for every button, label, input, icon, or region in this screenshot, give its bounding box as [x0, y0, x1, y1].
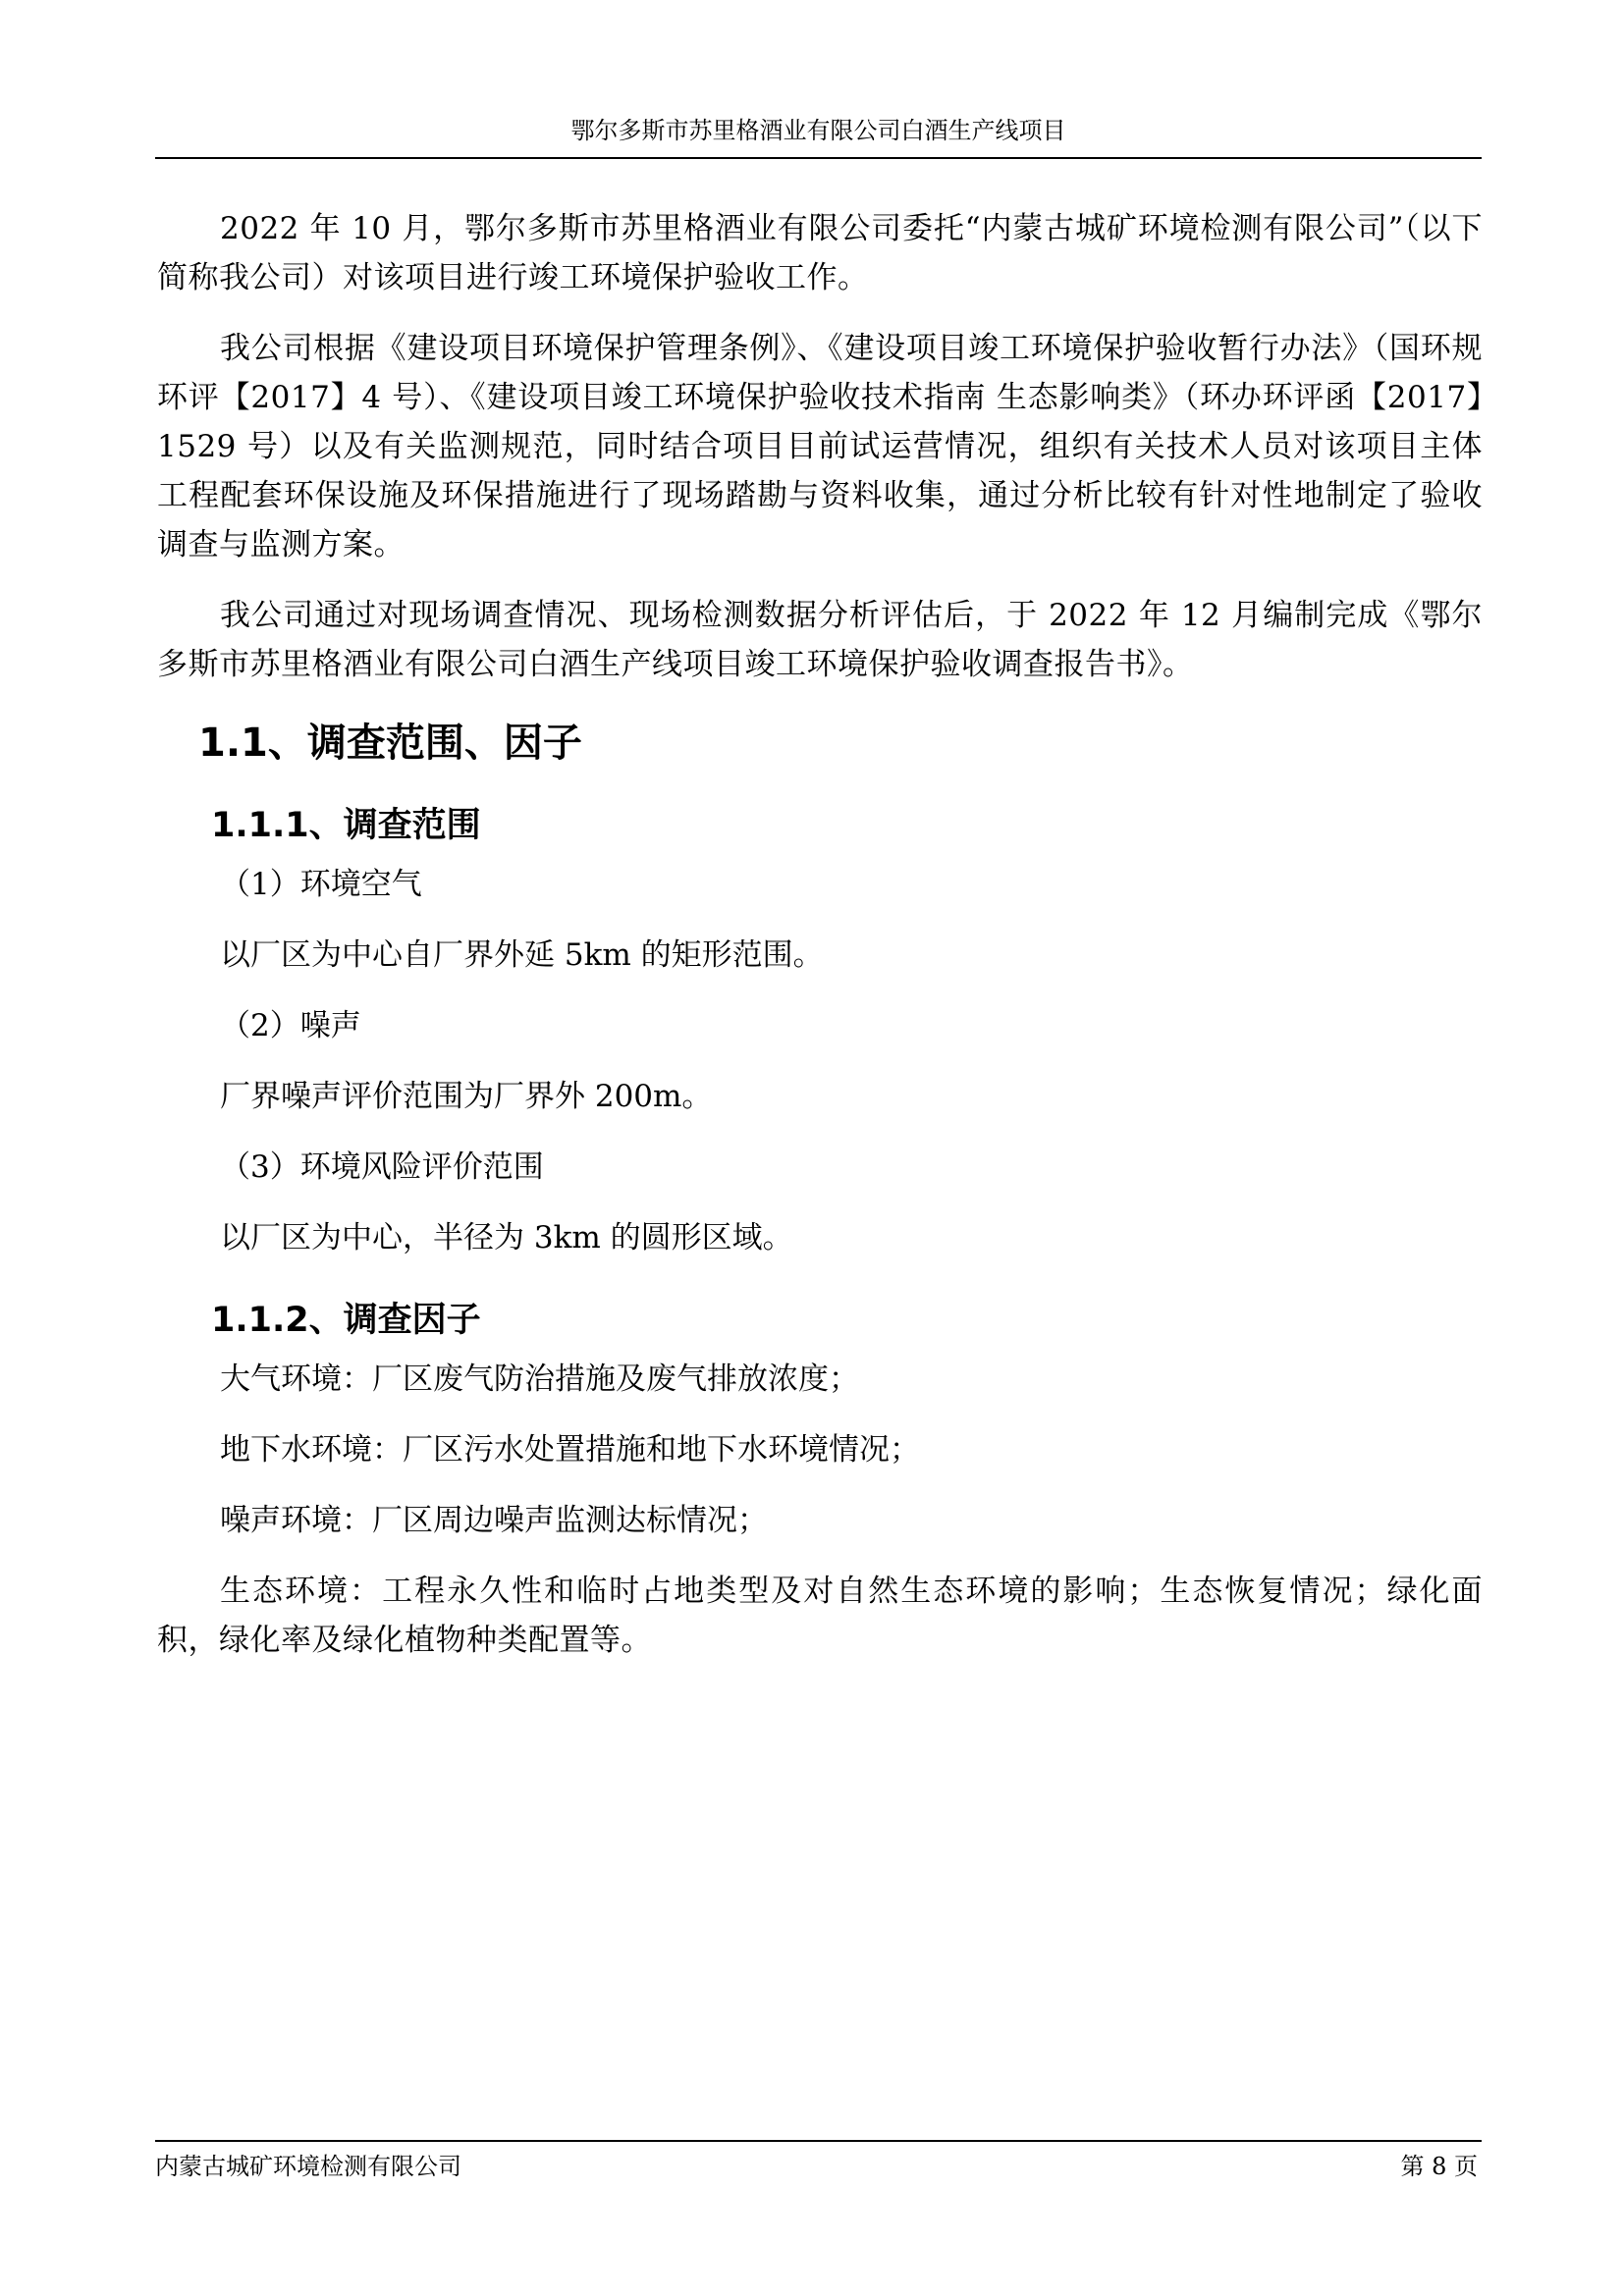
header-title: 鄂尔多斯市苏里格酒业有限公司白酒生产线项目: [570, 117, 1066, 144]
document-body: [157, 204, 1483, 1686]
intro-paragraph-2: 我公司根据《建设项目环境保护管理条例》、《建设项目竣工环境保护验收暂行办法》（国环规环评【2017】4 号）、《建设项目竣工环境保护验收技术指南 生态影响类》（环办环评函【2017】1529 号）以及有关监测规范，同时结合项目目前试运营情况，组织有关技术人员对该项目主体工程配套环保设施及环保措施进行了现场踏勘与资料收集，通过分析比较有针对性地制定了验收调查与监测方案。: [157, 331, 1483, 562]
intro-paragraph-3: 我公司通过对现场调查情况、现场检测数据分析评估后，于 2022 年 12 月编制完成《鄂尔多斯市苏里格酒业有限公司白酒生产线项目竣工环境保护验收调查报告书》。: [157, 598, 1483, 682]
scope-item: （1）环境空气: [220, 867, 422, 902]
section-heading-1-1-1: 1.1.1、调查范围: [211, 806, 481, 845]
scope-item: （3）环境风险评价范围: [220, 1149, 544, 1185]
scope-item: 以厂区为中心，半径为 3km 的圆形区域。: [220, 1220, 793, 1255]
section-heading-1-1: 1.1、调查范围、因子: [198, 721, 582, 766]
factor-item: 大气环境：厂区废气防治措施及废气排放浓度；: [220, 1362, 859, 1397]
factor-item: 噪声环境：厂区周边噪声监测达标情况；: [220, 1503, 768, 1538]
intro-paragraph-1: 2022 年 10 月，鄂尔多斯市苏里格酒业有限公司委托“内蒙古城矿环境检测有限公司”（以下简称我公司）对该项目进行竣工环境保护验收工作。: [157, 211, 1483, 295]
scope-item: （2）噪声: [220, 1008, 361, 1043]
page-footer: [155, 2140, 1482, 2181]
section-heading-1-1-2: 1.1.2、调查因子: [211, 1301, 481, 1340]
page-header: [155, 116, 1482, 159]
scope-item: 厂界噪声评价范围为厂界外 200m。: [220, 1079, 713, 1114]
factor-item: 地下水环境：厂区污水处置措施和地下水环境情况；: [220, 1432, 920, 1468]
scope-item: 以厂区为中心自厂界外延 5km 的矩形范围。: [220, 937, 824, 973]
page-number: 第 8 页: [1400, 2153, 1478, 2180]
footer-company: 内蒙古城矿环境检测有限公司: [155, 2153, 461, 2180]
factor-paragraph: 生态环境：工程永久性和临时占地类型及对自然生态环境的影响；生态恢复情况；绿化面积，绿化率及绿化植物种类配置等。: [157, 1574, 1483, 1658]
